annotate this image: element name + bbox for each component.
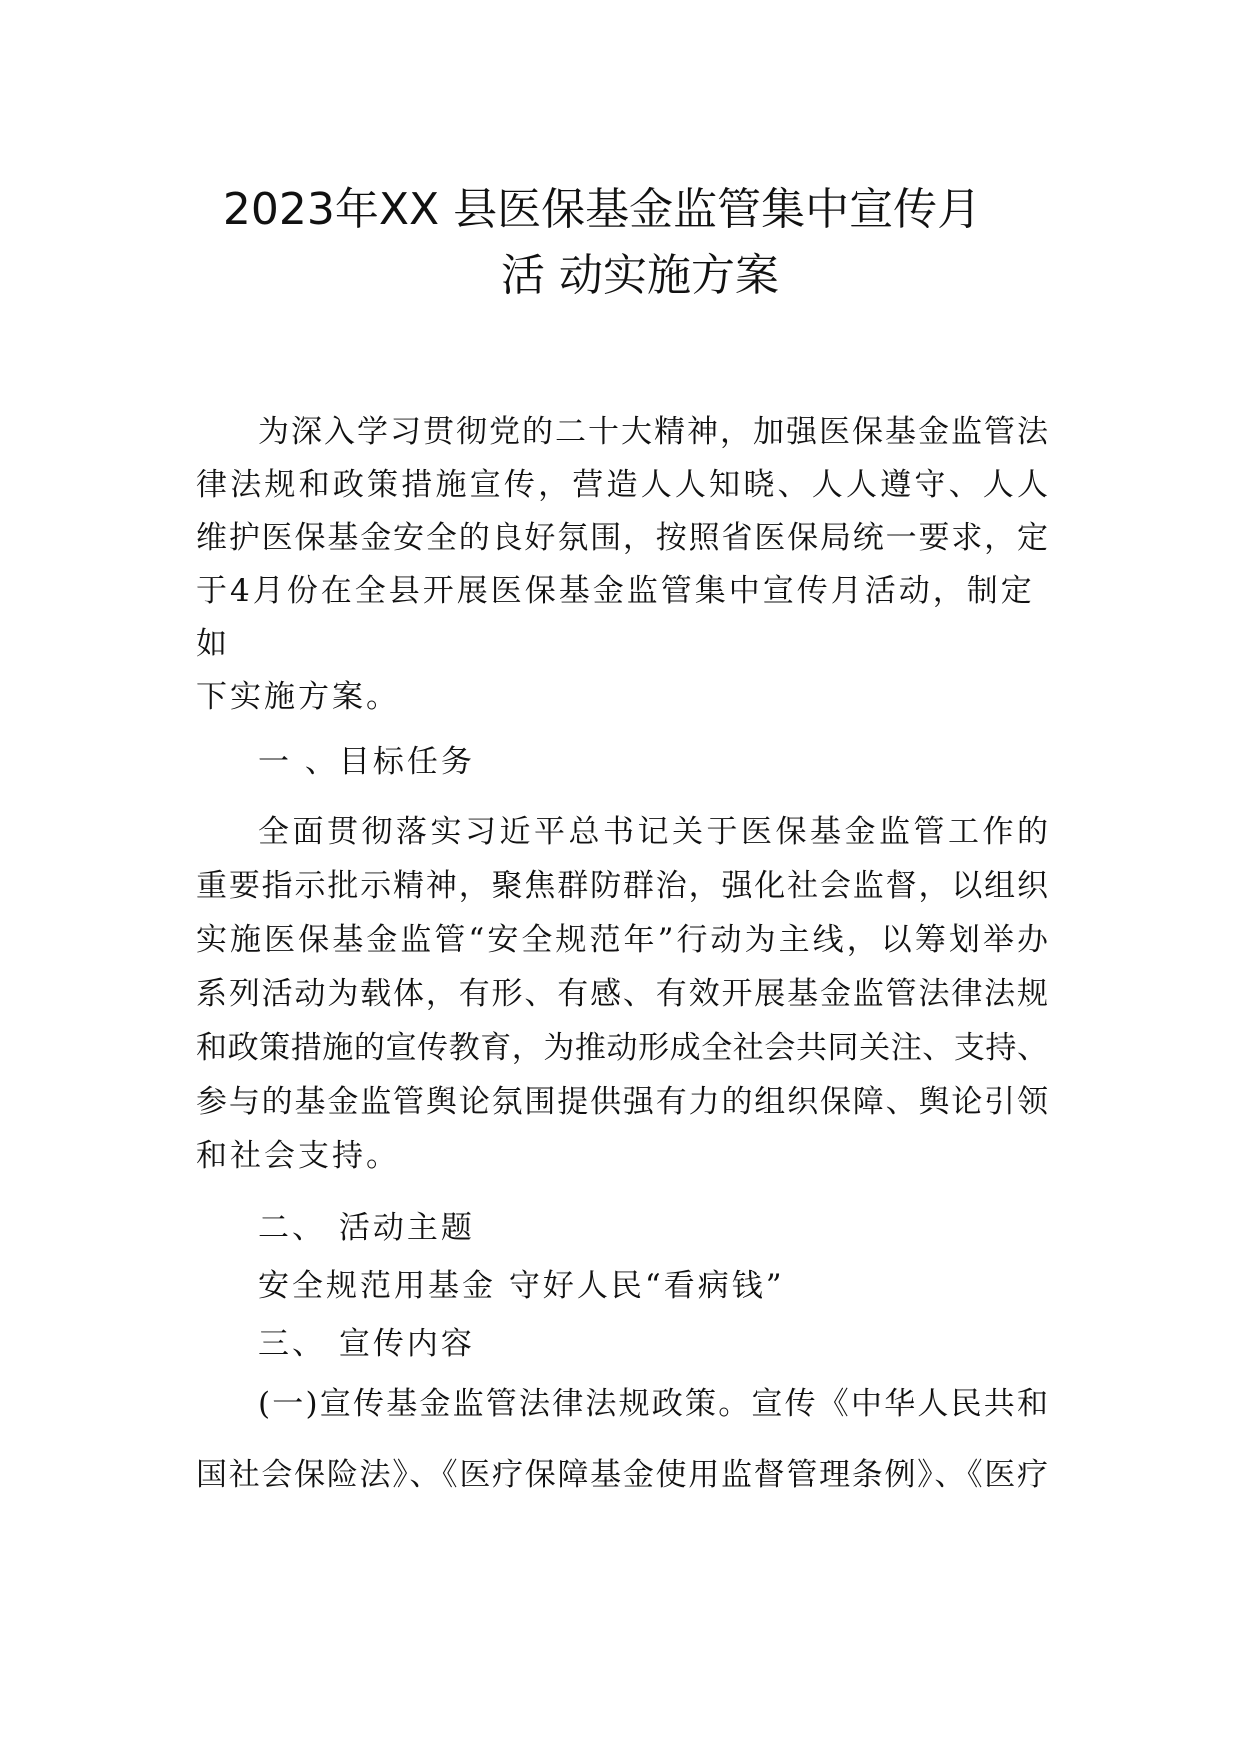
paragraph-goals-line: 参与的基金监管舆论氛围提供强有力的组织保障、舆论引领: [196, 1084, 1048, 1120]
paragraph-content-line: (一)宣传基金监管法律法规政策。宣传《中华人民共和: [258, 1386, 1048, 1422]
paragraph-intro-line: 于4月份在全县开展医保基金监管集中宣传月活动，制定: [196, 573, 1035, 609]
paragraph-intro-line: 下实施方案。: [196, 679, 400, 715]
paragraph-goals-line: 和政策措施的宣传教育，为推动形成全社会共同关注、支持、: [196, 1030, 1048, 1066]
paragraph-goals-line: 实施医保基金监管“安全规范年”行动为主线，以筹划举办: [196, 922, 1048, 958]
paragraph-intro-line: 为深入学习贯彻党的二十大精神，加强医保基金监管法: [258, 414, 1048, 450]
paragraph-goals-line: 重要指示批示精神，聚焦群防群治，强化社会监督，以组织: [196, 868, 1048, 904]
paragraph-intro-line: 如: [196, 626, 227, 662]
section-heading-content: 三、 宣传内容: [258, 1326, 475, 1362]
theme-slogan: 安全规范用基金 守好人民“看病钱”: [258, 1268, 785, 1304]
paragraph-goals-line: 全面贯彻落实习近平总书记关于医保基金监管工作的: [258, 814, 1048, 850]
paragraph-intro-line: 维护医保基金安全的良好氛围，按照省医保局统一要求，定: [196, 520, 1048, 556]
paragraph-intro-line: 律法规和政策措施宣传，营造人人知晓、人人遵守、人人: [196, 467, 1048, 503]
paragraph-goals-line: 系列活动为载体，有形、有感、有效开展基金监管法律法规: [196, 976, 1048, 1012]
document-title-line-2: 活 动实施方案: [501, 250, 779, 301]
paragraph-goals-line: 和社会支持。: [196, 1138, 400, 1174]
document-title-line-1: 2023年XX 县医保基金监管集中宣传月: [222, 184, 982, 235]
section-heading-theme: 二、 活动主题: [258, 1210, 475, 1246]
section-heading-goals: 一 、目标任务: [258, 744, 475, 780]
paragraph-content-line: 国社会保险法》、《医疗保障基金使用监督管理条例》、《医疗: [196, 1457, 1048, 1493]
